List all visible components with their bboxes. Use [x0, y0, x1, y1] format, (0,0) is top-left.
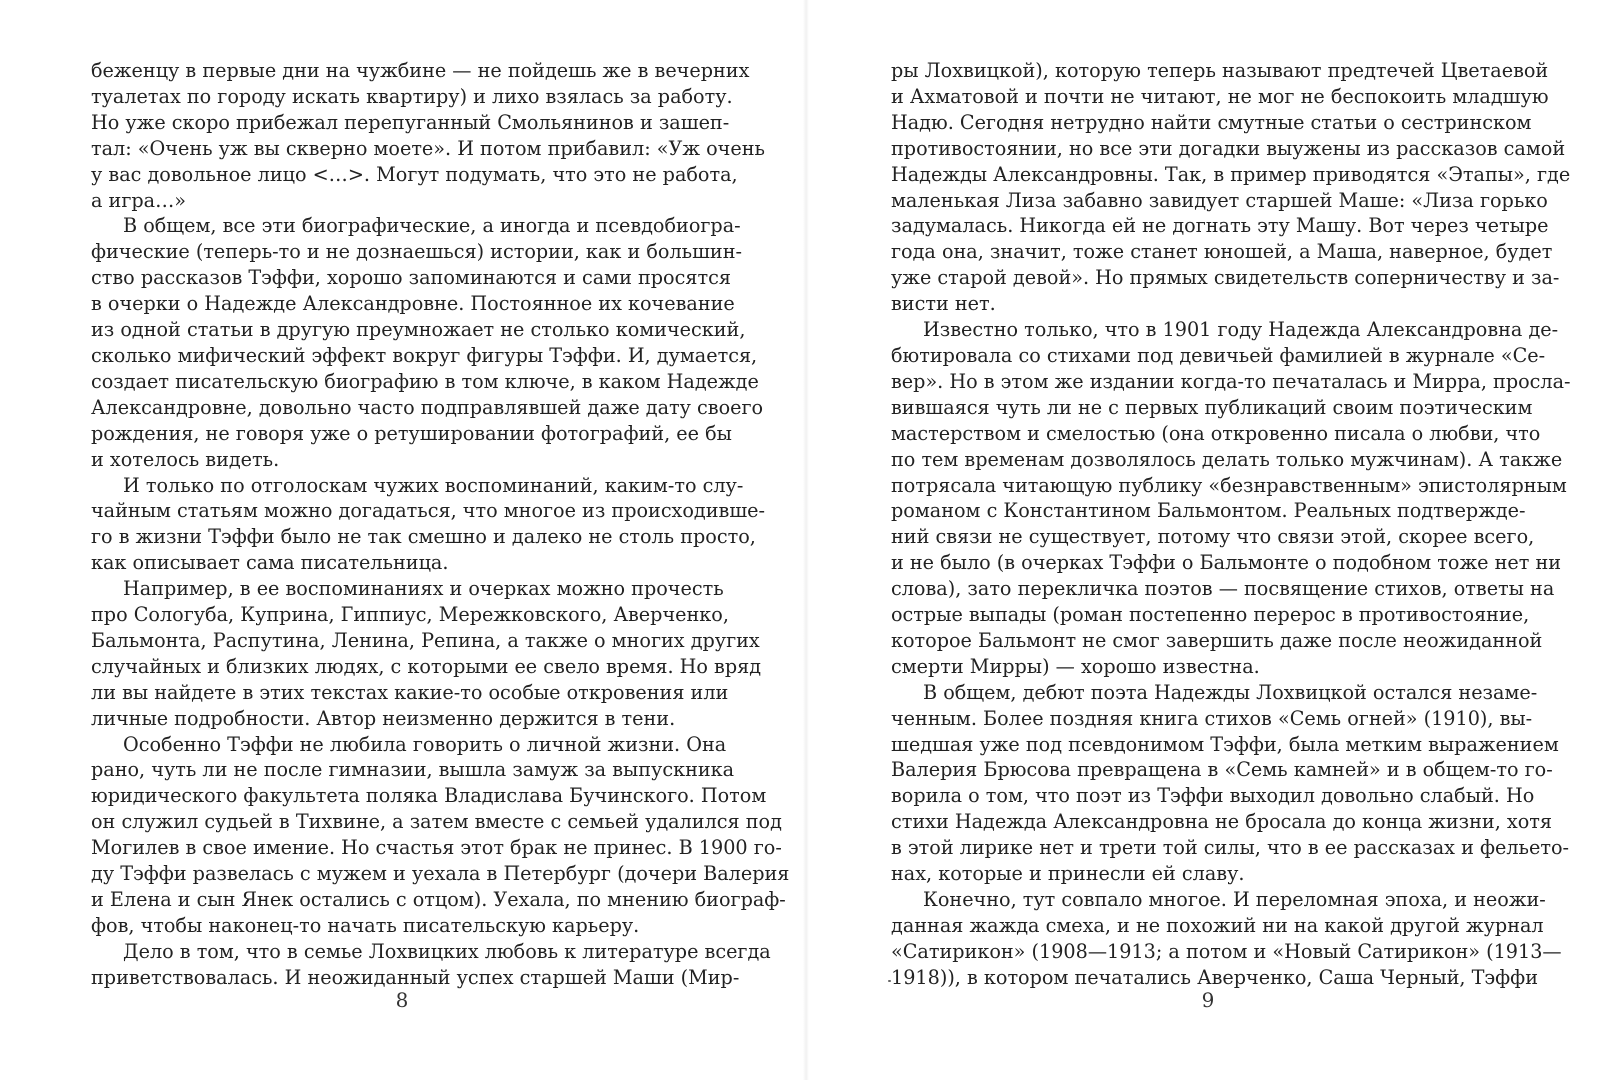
text-line: И только по отголоскам чужих воспоминаний, каким-то слу- — [123, 473, 744, 497]
text-line: фические (теперь-то и не дознаешься) истории, как и большин- — [91, 240, 742, 264]
paragraph — [91, 213, 764, 472]
text-line: Бальмонта, Распутина, Ленина, Репина, а также о многих других — [91, 628, 760, 652]
paragraph — [891, 887, 1562, 991]
text-line: вер». Но в этом же издании когда-то печаталась и Мирра, просла- — [891, 369, 1571, 393]
text-line: чайным статьям можно догадаться, что многое из происходивше- — [91, 499, 766, 523]
text-line: бютировала со стихами под девичьей фамилией в журнале «Се- — [891, 343, 1546, 367]
text-line: ли вы найдете в этих текстах какие-то особые откровения или — [91, 680, 729, 704]
paragraph — [91, 58, 765, 213]
text-line: Конечно, тут совпало многое. И переломная эпоха, и неожи- — [923, 888, 1546, 911]
text-line: шедшая уже под псевдонимом Тэффи, была метким выражением — [891, 732, 1559, 756]
text-line: слова), зато перекличка поэтов — посвящение стихов, ответы на — [891, 577, 1555, 601]
text-line: мастерством и смелостью (она откровенно писала о любви, что — [891, 421, 1541, 445]
text-line: сколько мифический эффект вокруг фигуры Тэффи. И, думается, — [91, 343, 758, 367]
text-line: задумалась. Никогда ей не догнать эту Машу. Вот через четыре — [891, 214, 1549, 238]
text-line: создает писательскую биографию в том ключе, в каком Надежде — [91, 369, 759, 393]
text-line: маленькая Лиза забавно завидует старшей Маше: «Лиза горько — [891, 188, 1548, 212]
text-line: вившаяся чуть ли не с первых публикаций своим поэтическим — [891, 395, 1533, 419]
page-number-right: 9 — [1201, 988, 1215, 1012]
text-line: в очерки о Надежде Александровне. Постоянное их кочевание — [91, 292, 735, 316]
right-page-text — [891, 58, 1571, 991]
text-line: которое Бальмонт не смог завершить даже после неожиданной — [891, 628, 1543, 652]
text-line: про Сологуба, Куприна, Гиппиус, Мережковского, Аверченко, — [91, 603, 729, 627]
text-line: Известно только, что в 1901 году Надежда Александровна де- — [923, 318, 1559, 342]
text-line: «Сатирикон» (1908—1913; а потом и «Новый Сатирикон» (1913— — [891, 939, 1562, 963]
text-line: стихи Надежда Александровна не бросала до конца жизни, хотя — [891, 810, 1553, 834]
text-line: 1918)), в котором печатались Аверченко, Саша Черный, Тэффи — [891, 965, 1538, 989]
text-line: ры Лохвицкой), которую теперь называют предтечей Цветаевой — [891, 59, 1549, 82]
text-line: рождения, не говоря уже о ретушировании фотографий, ее бы — [91, 421, 732, 445]
paragraph — [91, 473, 766, 577]
text-line: Например, в ее воспоминаниях и очерках можно прочесть — [123, 577, 724, 601]
text-line: туалетах по городу искать квартиру) и лихо взялась за работу. — [91, 84, 733, 108]
text-line: Надю. Сегодня нетрудно найти смутные статьи о сестринском — [891, 110, 1532, 134]
text-line: случайных и близких людях, с которыми ее свело время. Но вряд — [91, 654, 762, 678]
text-line: го в жизни Тэффи было не так смешно и далеко не столь просто, — [91, 525, 756, 549]
paragraph — [891, 317, 1571, 680]
text-line: юридического факультета поляка Владислава Бучинского. Потом — [91, 784, 767, 808]
text-line: беженцу в первые дни на чужбине — не пойдешь же в вечерних — [91, 59, 750, 82]
text-line: ний связи не существует, потому что связи этой, скорее всего, — [891, 525, 1535, 549]
text-line: Особенно Тэффи не любила говорить о личной жизни. Она — [123, 732, 727, 756]
text-line: фов, чтобы наконец-то начать писательскую карьеру. — [91, 913, 640, 937]
paragraph — [91, 939, 771, 991]
text-line: Дело в том, что в семье Лохвицких любовь к литературе всегда — [123, 939, 771, 963]
text-line: а игра…» — [91, 188, 187, 212]
print-speck — [888, 980, 891, 982]
text-line: личные подробности. Автор неизменно держится в тени. — [91, 706, 676, 730]
text-line: по тем временам дозволялось делать только мужчинам). А также — [891, 447, 1563, 471]
text-line: данная жажда смеха, и не похожий ни на какой другой журнал — [891, 913, 1544, 937]
text-line: у вас довольное лицо <…>. Могут подумать, что это не работа, — [91, 162, 738, 186]
paragraph — [91, 732, 790, 939]
text-line: из одной статьи в другую преумножает не столько комический, — [91, 318, 746, 342]
text-line: Могилев в свое имение. Но счастья этот брак не принес. В 1900 го- — [91, 836, 782, 860]
text-line: он служил судьей в Тихвине, а затем вместе с семьей удалился под — [91, 810, 782, 834]
text-line: ченным. Более поздняя книга стихов «Семь огней» (1910), вы- — [891, 706, 1533, 730]
text-line: Но уже скоро прибежал перепуганный Смольянинов и зашеп- — [91, 110, 730, 134]
text-line: тал: «Очень уж вы скверно моете». И потом прибавил: «Уж очень — [91, 136, 765, 160]
paragraph — [891, 680, 1569, 887]
text-line: противостоянии, но все эти догадки выужены из рассказов самой — [891, 136, 1566, 160]
text-line: ворила о том, что поэт из Тэффи выходил довольно слабый. Но — [891, 784, 1535, 808]
text-line: Александровне, довольно часто подправлявшей даже дату своего — [91, 395, 764, 419]
text-line: висти нет. — [891, 292, 996, 316]
text-line: ство рассказов Тэффи, хорошо запоминаются и сами просятся — [91, 266, 731, 290]
text-line: уже старой девой». Но прямых свидетельств соперничеству и за- — [891, 266, 1560, 290]
text-line: смерти Мирры) — хорошо известна. — [891, 654, 1260, 678]
text-line: приветствовалась. И неожиданный успех старшей Маши (Мир- — [91, 965, 740, 989]
paragraph — [91, 576, 762, 731]
text-line: нах, которые и принесли ей славу. — [891, 862, 1245, 886]
text-line: Валерия Брюсова превращена в «Семь камней» и в общем-то го- — [891, 758, 1553, 782]
text-line: острые выпады (роман постепенно перерос в противостояние, — [891, 603, 1530, 627]
text-line: года она, значит, тоже станет юношей, а Маша, наверное, будет — [891, 240, 1553, 264]
text-line: В общем, дебют поэта Надежды Лохвицкой остался незаме- — [923, 680, 1538, 704]
page-number-left: 8 — [395, 988, 409, 1012]
text-line: в этой лирике нет и трети той силы, что в ее рассказах и фельето- — [891, 836, 1569, 860]
left-page-text — [91, 58, 790, 991]
text-line: ду Тэффи развелась с мужем и уехала в Петербург (дочери Валерия — [91, 862, 790, 886]
text-line: В общем, все эти биографические, а иногда и псевдобиогра- — [123, 214, 741, 238]
text-line: и Елена и сын Янек остались с отцом). Уехала, по мнению биограф- — [91, 888, 786, 911]
text-line: романом с Константином Бальмонтом. Реальных подтвержде- — [891, 499, 1526, 523]
text-line: потрясала читающую публику «безнравственным» эпистолярным — [891, 473, 1567, 497]
text-line: и не было (в очерках Тэффи о Бальмонте о подобном тоже нет ни — [891, 551, 1562, 575]
paragraph — [891, 58, 1571, 317]
text-line: и Ахматовой и почти не читают, не мог не беспокоить младшую — [891, 84, 1549, 108]
text-line: рано, чуть ли не после гимназии, вышла замуж за выпускника — [91, 758, 735, 782]
text-line: Надежды Александровны. Так, в пример приводятся «Этапы», где — [891, 162, 1571, 186]
text-line: и хотелось видеть. — [91, 447, 280, 471]
text-line: как описывает сама писательница. — [91, 551, 449, 575]
right-page — [806, 0, 1612, 1080]
